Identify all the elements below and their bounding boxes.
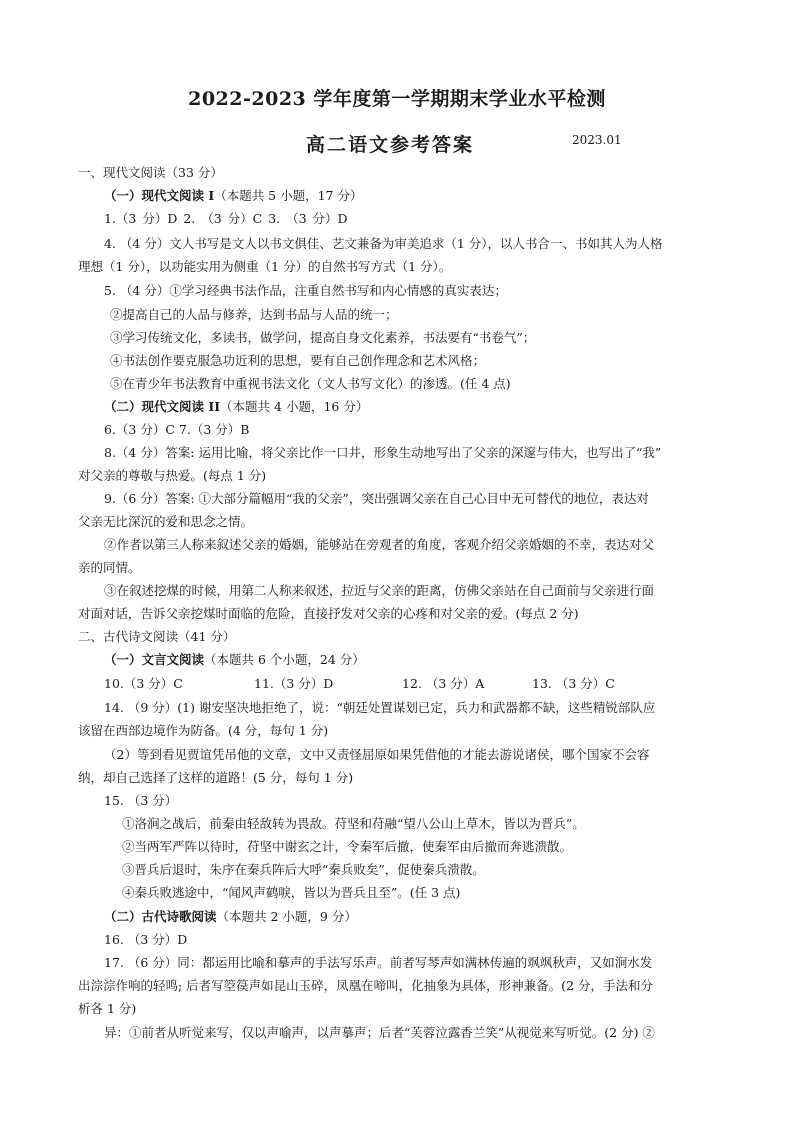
answer-line: 17. （6 分）同：都运用比喻和摹声的手法写乐声。前者写琴声如满林传遍的飒飒秋声，又如涧水发	[104, 955, 653, 970]
subsection-title: （一）现代文阅读 I	[104, 188, 215, 203]
answer-line: 9.（6 分）答案: ①大部分篇幅用“我的父亲”，突出强调父亲在自己心目中无可替代的地位，表达对	[104, 491, 649, 506]
page-date: 2023.01	[572, 133, 622, 147]
answer-line: 16. （3 分）D	[104, 932, 188, 947]
page-title: 2022-2023 学年度第一学期期末学业水平检测	[188, 88, 606, 110]
answer-line: 对父亲的尊敬与热爱。(每点 1 分)	[78, 468, 267, 483]
answer-line: 该留在西部边境作为防备。(4 分，每句 1 分)	[78, 723, 329, 738]
answer-line: 理想（1 分），以功能实用为侧重（1 分）的自然书写方式（1 分）。	[78, 259, 452, 274]
answer-line: （2）等到看见贾谊凭吊他的文章，文中又责怪屈原如果凭借他的才能去游说诸侯，哪个国家不会容	[104, 747, 650, 762]
answer-item: 12. （3 分）A	[402, 676, 485, 691]
subsection-title: （一）文言文阅读	[104, 652, 205, 667]
answer-line: ⑤在青少年书法教育中重视书法文化（文人书写文化）的渗透。(任 4 点)	[110, 376, 511, 391]
subsection-title: （二）现代文阅读 II	[104, 399, 221, 414]
answer-line: ③晋兵后退时，朱序在秦兵阵后大呼“秦兵败矣”，促使秦兵溃散。	[122, 862, 485, 877]
subsection-note: （本题共 2 小题，9 分）	[216, 909, 357, 924]
subsection-note: （本题共 4 小题，16 分）	[220, 399, 369, 414]
answer-line: 6.（3 分）C 7.（3 分）B	[104, 422, 250, 437]
answer-line: 父亲无比深沉的爱和思念之情。	[78, 514, 254, 529]
answer-item: 11.（3 分）D	[254, 676, 334, 691]
answer-line: 异：①前者从听觉来写，仅以声喻声，以声摹声；后者“芙蓉泣露香兰笑”从视觉来写听觉。(2 分) ②	[104, 1025, 655, 1040]
answer-line: ④秦兵败逃途中，“闻风声鹤唳，皆以为晋兵且至”。(任 3 点)	[122, 885, 461, 900]
answer-item: 13. （3 分）C	[532, 676, 615, 691]
subsection-heading	[104, 651, 365, 669]
answer-line: 8.（4 分）答案: 运用比喻，将父亲比作一口井，形象生动地写出了父亲的深邃与伟大，也写出了“我”	[104, 445, 662, 460]
answer-line: 1.（3 分）D 2. （3 分）C 3. （3 分）D	[104, 211, 348, 226]
answer-line: 15. （3 分）	[104, 793, 178, 808]
answer-line: ③在叙述挖煤的时候，用第二人称来叙述，拉近与父亲的距离，仿佛父亲站在自己面前与父亲进行面	[104, 583, 655, 598]
subsection-note: （本题共 5 小题，17 分）	[214, 188, 363, 203]
subsection-note: （本题共 6 个小题，24 分）	[204, 652, 365, 667]
answer-line: 4. （4 分）文人书写是文人以书文俱佳、艺文兼备为审美追求（1 分），以人书合一、书如其人为人格	[104, 236, 663, 251]
answer-line: 5. （4 分）①学习经典书法作品，注重自然书写和内心情感的真实表达；	[104, 283, 507, 298]
answer-line: ②作者以第三人称来叙述父亲的婚姻，能够站在旁观者的角度，客观介绍父亲婚姻的不幸，表达对父	[104, 537, 655, 552]
subsection-heading	[104, 908, 357, 926]
subsection-heading	[104, 187, 362, 205]
answer-line: 对面对话，告诉父亲挖煤时面临的危险，直接抒发对父亲的心疼和对父亲的爱。(每点 2 分)	[78, 606, 579, 621]
subsection-title: （二）古代诗歌阅读	[104, 909, 217, 924]
answer-line: ②提高自己的人品与修养，达到书品与人品的统一；	[110, 307, 398, 322]
answer-line: 亲的同情。	[78, 560, 141, 575]
answer-line: ③学习传统文化，多读书，做学问，提高自身文化素养，书法要有“书卷气”；	[110, 330, 536, 345]
section-heading: 一、现代文阅读（33 分）	[78, 165, 223, 180]
answer-line: 出淙淙作响的轻鸣; 后者写箜篌声如昆山玉碎，凤凰在啼叫，化抽象为具体，形神兼备。(2 分，手法和分	[78, 978, 653, 993]
answer-item: 10.（3 分）C	[104, 676, 183, 691]
answer-line: 14. （9 分）(1) 谢安坚决地拒绝了，说：“朝廷处置谋划已定，兵力和武器都不缺，这些精锐部队应	[104, 700, 656, 715]
answer-line: ②当两军严阵以待时，苻坚中谢玄之计，令秦军后撤，使秦军由后撤而奔逃溃散。	[122, 839, 573, 854]
section-heading: 二、古代诗文阅读（41 分）	[78, 629, 236, 644]
answer-line: ①洛涧之战后，前秦由轻敌转为畏敌。苻坚和苻融“望八公山上草木，皆以为晋兵”。	[122, 816, 585, 831]
answer-line: 析各 1 分)	[78, 1001, 137, 1016]
answer-line: 纳，却自己选择了这样的道路！(5 分，每句 1 分)	[78, 770, 354, 785]
subsection-heading	[104, 398, 368, 416]
page-subtitle: 高二语文参考答案	[306, 134, 475, 156]
answer-line: ④书法创作要克服急功近利的思想，要有自己创作理念和艺术风格；	[110, 353, 486, 368]
